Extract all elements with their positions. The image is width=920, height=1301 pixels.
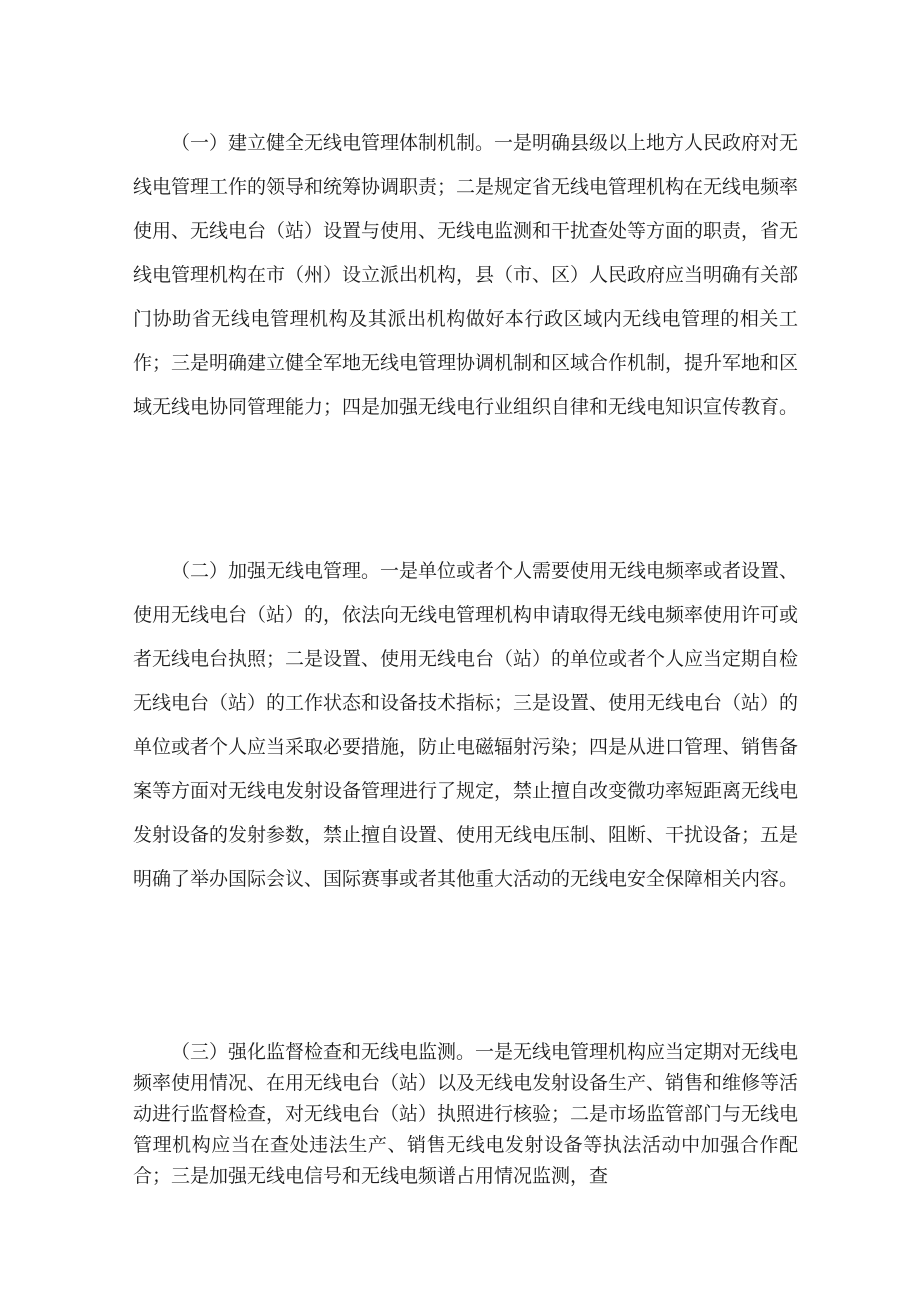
paragraph-section-2: （二）加强无线电管理。一是单位或者个人需要使用无线电频率或者设置、使用无线电台（站）的，依法向无线电管理机构申请取得无线电频率使用许可或者无线电台执照；二是设置、使用无线电台（站）的单位或者个人应当定期自检无线电台（站）的工作状态和设备技术指标；三是设置、使用无线电台（站）的单位或者个人应当采取必要措施，防止电磁辐射污染；四是从进口管理、销售备案等方面对无线电发射设备管理进行了规定，禁止擅自改变微功率短距离无线电发射设备的发射参数，禁止擅自设置、使用无线电压制、阻断、干扰设备；五是明确了举办国际会议、国际赛事或者其他重大活动的无线电安全保障相关内容。 (133, 560, 799, 890)
paragraph-section-1: （一）建立健全无线电管理体制机制。一是明确县级以上地方人民政府对无线电管理工作的领导和统筹协调职责；二是规定省无线电管理机构在无线电频率使用、无线电台（站）设置与使用、无线电监测和干扰查处等方面的职责，省无线电管理机构在市（州）设立派出机构，县（市、区）人民政府应当明确有关部门协助省无线电管理机构及其派出机构做好本行政区域内无线电管理的相关工作；三是明确建立健全军地无线电管理协调机制和区域合作机制，提升军地和区域无线电协同管理能力；四是加强无线电行业组织自律和无线电知识宣传教育。 (133, 132, 799, 418)
paragraph-section-3: （三）强化监督检查和无线电监测。一是无线电管理机构应当定期对无线电频率使用情况、在用无线电台（站）以及无线电发射设备生产、销售和维修等活动进行监督检查，对无线电台（站）执照进行核验；二是市场监管部门与无线电管理机构应当在查处违法生产、销售无线电发射设备等执法活动中加强合作配合；三是加强无线电信号和无线电频谱占用情况监测，查 (133, 1041, 799, 1187)
